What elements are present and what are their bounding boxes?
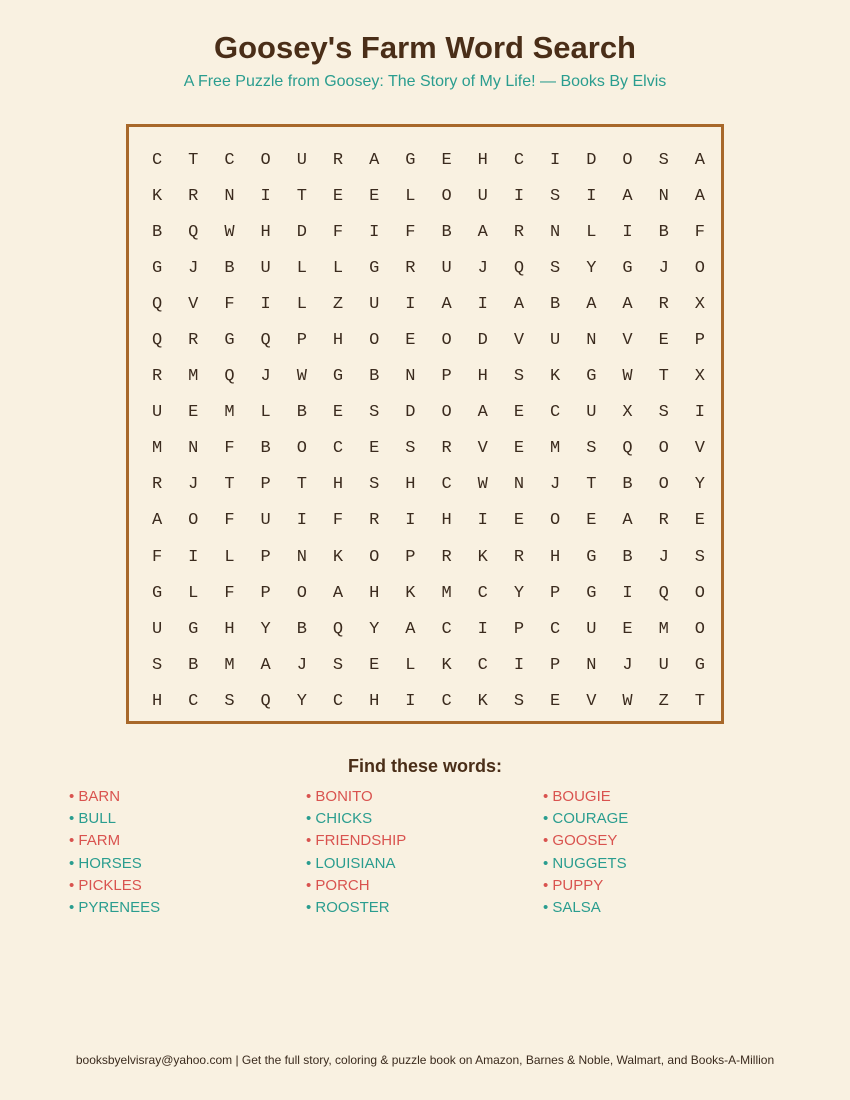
grid-letter: L — [332, 258, 344, 278]
grid-letter: H — [477, 367, 488, 387]
grid-letter: Y — [513, 583, 525, 603]
word-list-item: • GOOSEY — [543, 832, 618, 850]
grid-letter: T — [586, 475, 597, 495]
grid-letter: W — [296, 367, 307, 387]
grid-letter: Z — [332, 294, 344, 314]
grid-letter: I — [296, 511, 307, 531]
grid-letter: C — [441, 619, 452, 639]
word-search-grid — [139, 142, 718, 720]
grid-letter: J — [658, 547, 669, 567]
grid-letter: E — [513, 439, 525, 459]
grid-letter: H — [477, 150, 488, 170]
word-list-item: • BARN — [69, 788, 121, 805]
grid-letter: A — [477, 403, 488, 423]
grid-letter: S — [332, 655, 344, 675]
grid-letter: P — [441, 367, 452, 387]
grid-letter: H — [151, 691, 163, 711]
grid-letter: U — [296, 150, 307, 170]
grid-letter: L — [260, 403, 271, 423]
word-list-item: • FARM — [69, 832, 121, 850]
grid-letter: Q — [224, 367, 235, 387]
grid-letter: A — [405, 619, 416, 639]
grid-letter: H — [369, 583, 380, 603]
grid-letter: L — [188, 583, 199, 603]
grid-letter: R — [369, 511, 380, 531]
grid-letter: G — [151, 583, 163, 603]
grid-letter: J — [188, 475, 199, 495]
grid-letter: V — [586, 691, 597, 711]
grid-letter: K — [405, 583, 416, 603]
grid-letter: A — [441, 294, 452, 314]
grid-letter: V — [694, 439, 705, 459]
grid-letter: X — [694, 294, 705, 314]
grid-letter: I — [188, 547, 199, 567]
grid-letter: C — [332, 691, 344, 711]
grid-letter: A — [622, 511, 633, 531]
grid-letter: Q — [188, 222, 199, 242]
grid-letter: J — [550, 475, 561, 495]
grid-letter: P — [513, 619, 525, 639]
grid-letter: F — [224, 511, 235, 531]
grid-letter: E — [369, 439, 380, 459]
grid-letter: N — [550, 222, 561, 242]
grid-letter: P — [260, 547, 271, 567]
grid-letter: O — [188, 511, 199, 531]
grid-letter: B — [296, 619, 307, 639]
grid-letter: N — [586, 655, 597, 675]
grid-letter: T — [296, 475, 307, 495]
grid-letter: H — [224, 619, 235, 639]
grid-letter: G — [405, 150, 416, 170]
grid-letter: J — [296, 655, 307, 675]
grid-letter: K — [332, 547, 344, 567]
grid-letter: V — [477, 439, 488, 459]
grid-letter: K — [477, 547, 488, 567]
grid-letter: S — [224, 691, 235, 711]
grid-letter: G — [369, 258, 380, 278]
grid-letter: O — [441, 403, 452, 423]
grid-letter: O — [369, 331, 380, 351]
grid-letter: R — [332, 150, 344, 170]
grid-letter: Y — [296, 691, 307, 711]
grid-letter: L — [224, 547, 235, 567]
grid-letter: G — [188, 619, 199, 639]
grid-letter: L — [405, 655, 416, 675]
grid-letter: L — [296, 294, 307, 314]
grid-letter: S — [513, 691, 525, 711]
grid-letter: I — [260, 186, 271, 206]
grid-letter: K — [477, 691, 488, 711]
grid-letter: P — [550, 655, 561, 675]
grid-letter: Q — [151, 294, 163, 314]
grid-letter: K — [151, 186, 163, 206]
grid-letter: Y — [260, 619, 271, 639]
grid-letter: O — [694, 583, 705, 603]
grid-letter: L — [586, 222, 597, 242]
grid-letter: G — [586, 583, 597, 603]
word-list-heading: Find these words: — [347, 756, 502, 776]
grid-letter: C — [550, 403, 561, 423]
grid-letter: E — [694, 511, 705, 531]
grid-letter: C — [477, 655, 488, 675]
grid-letter: R — [151, 475, 163, 495]
grid-letter: P — [405, 547, 416, 567]
grid-letter: B — [658, 222, 669, 242]
grid-letter: P — [260, 475, 271, 495]
grid-letter: O — [694, 258, 705, 278]
grid-letter: U — [586, 403, 597, 423]
grid-letter: L — [296, 258, 307, 278]
grid-letter: Q — [622, 439, 633, 459]
grid-letter: R — [513, 222, 525, 242]
grid-letter: I — [477, 294, 488, 314]
grid-letter: B — [224, 258, 235, 278]
grid-letter: T — [296, 186, 307, 206]
word-list-item: • COURAGE — [543, 810, 629, 828]
grid-letter: H — [332, 331, 344, 351]
grid-letter: V — [513, 331, 525, 351]
grid-letter: C — [224, 150, 235, 170]
grid-letter: S — [550, 186, 561, 206]
grid-letter: N — [188, 439, 199, 459]
grid-letter: E — [550, 691, 561, 711]
grid-letter: B — [260, 439, 271, 459]
grid-letter: I — [513, 186, 525, 206]
grid-letter: A — [622, 294, 633, 314]
grid-letter: O — [441, 186, 452, 206]
word-list-item: • PICKLES — [69, 876, 142, 894]
grid-letter: Y — [694, 475, 705, 495]
grid-letter: G — [586, 367, 597, 387]
grid-letter: T — [658, 367, 669, 387]
grid-letter: I — [477, 619, 488, 639]
grid-letter: D — [586, 150, 597, 170]
grid-letter: F — [694, 222, 705, 242]
grid-letter: F — [224, 294, 235, 314]
grid-letter: I — [260, 294, 271, 314]
word-list-item: • BOUGIE — [543, 788, 611, 805]
grid-letter: C — [513, 150, 525, 170]
word-list-item: • PUPPY — [543, 876, 604, 894]
grid-letter: Q — [332, 619, 344, 639]
grid-letter: T — [694, 691, 705, 711]
grid-letter: S — [405, 439, 416, 459]
word-list-item: • HORSES — [69, 854, 142, 872]
grid-letter: H — [441, 511, 452, 531]
grid-letter: W — [622, 367, 633, 387]
grid-letter: W — [224, 222, 235, 242]
grid-letter: R — [188, 331, 199, 351]
grid-letter: F — [151, 547, 163, 567]
grid-letter: F — [332, 222, 344, 242]
grid-letter: Z — [658, 691, 669, 711]
grid-letter: U — [260, 258, 271, 278]
grid-letter: R — [151, 367, 163, 387]
grid-letter: A — [513, 294, 525, 314]
grid-letter: H — [369, 691, 380, 711]
word-list — [69, 787, 789, 920]
grid-letter: N — [586, 331, 597, 351]
grid-letter: S — [658, 403, 669, 423]
grid-letter: P — [550, 583, 561, 603]
grid-letter: W — [622, 691, 633, 711]
grid-letter: B — [369, 367, 380, 387]
grid-letter: J — [188, 258, 199, 278]
word-list-item: • CHICKS — [306, 810, 373, 828]
grid-letter: A — [151, 511, 163, 531]
grid-letter: D — [296, 222, 307, 242]
grid-letter: S — [694, 547, 705, 567]
grid-letter: I — [550, 150, 561, 170]
grid-letter: B — [188, 655, 199, 675]
grid-letter: U — [260, 511, 271, 531]
grid-letter: Q — [151, 331, 163, 351]
grid-letter: M — [224, 655, 235, 675]
grid-letter: X — [694, 367, 705, 387]
grid-letter: B — [296, 403, 307, 423]
grid-letter: W — [477, 475, 488, 495]
grid-letter: I — [694, 403, 705, 423]
grid-letter: R — [188, 186, 199, 206]
grid-letter: H — [550, 547, 561, 567]
grid-letter: H — [260, 222, 271, 242]
grid-letter: R — [405, 258, 416, 278]
grid-letter: U — [151, 403, 163, 423]
grid-letter: D — [477, 331, 488, 351]
grid-letter: U — [550, 331, 561, 351]
grid-letter: O — [441, 331, 452, 351]
grid-letter: S — [550, 258, 561, 278]
word-list-item: • ROOSTER — [306, 898, 390, 916]
grid-letter: F — [405, 222, 416, 242]
grid-letter: P — [260, 583, 271, 603]
grid-letter: I — [622, 222, 633, 242]
grid-letter: S — [586, 439, 597, 459]
grid-letter: M — [224, 403, 235, 423]
grid-letter: C — [188, 691, 199, 711]
grid-letter: M — [658, 619, 669, 639]
grid-letter: B — [622, 547, 633, 567]
grid-letter: E — [658, 331, 669, 351]
grid-letter: I — [405, 294, 416, 314]
grid-letter: R — [658, 511, 669, 531]
grid-letter: I — [586, 186, 597, 206]
grid-letter: K — [441, 655, 452, 675]
word-list-item: • BONITO — [306, 788, 373, 805]
grid-letter: R — [441, 547, 452, 567]
word-list-item: • PORCH — [306, 876, 370, 894]
grid-letter: A — [369, 150, 380, 170]
grid-letter: H — [405, 475, 416, 495]
grid-letter: I — [405, 691, 416, 711]
word-list-item: • SALSA — [543, 898, 601, 916]
grid-letter: T — [188, 150, 199, 170]
grid-letter: U — [151, 619, 163, 639]
grid-letter: V — [622, 331, 633, 351]
grid-letter: O — [369, 547, 380, 567]
grid-letter: H — [332, 475, 344, 495]
grid-letter: C — [151, 150, 163, 170]
grid-letter: G — [622, 258, 633, 278]
grid-letter: D — [405, 403, 416, 423]
grid-letter: R — [513, 547, 525, 567]
grid-letter: O — [694, 619, 705, 639]
grid-letter: M — [151, 439, 163, 459]
grid-letter: Y — [586, 258, 597, 278]
grid-letter: A — [260, 655, 271, 675]
grid-letter: G — [694, 655, 705, 675]
grid-letter: T — [224, 475, 235, 495]
grid-letter: G — [332, 367, 344, 387]
grid-letter: I — [405, 511, 416, 531]
word-list-item: • LOUISIANA — [306, 854, 396, 872]
grid-letter: N — [513, 475, 525, 495]
grid-letter: I — [622, 583, 633, 603]
grid-letter: R — [441, 439, 452, 459]
grid-letter: C — [441, 475, 452, 495]
grid-letter: K — [550, 367, 561, 387]
grid-letter: F — [224, 583, 235, 603]
grid-letter: A — [477, 222, 488, 242]
grid-letter: Q — [260, 331, 271, 351]
grid-letter: G — [151, 258, 163, 278]
page-title: Goosey's Farm Word Search — [214, 30, 636, 65]
grid-letter: O — [296, 439, 307, 459]
grid-letter: M — [550, 439, 561, 459]
grid-letter: E — [332, 186, 344, 206]
grid-letter: Q — [658, 583, 669, 603]
grid-letter: A — [694, 150, 705, 170]
grid-letter: C — [441, 691, 452, 711]
word-search-frame — [126, 124, 724, 724]
grid-letter: U — [369, 294, 380, 314]
word-list-item: • BULL — [69, 810, 116, 828]
grid-letter: P — [694, 331, 705, 351]
grid-letter: J — [260, 367, 271, 387]
grid-letter: G — [586, 547, 597, 567]
grid-letter: G — [224, 331, 235, 351]
grid-letter: I — [477, 511, 488, 531]
grid-letter: N — [224, 186, 235, 206]
grid-letter: F — [224, 439, 235, 459]
grid-letter: E — [369, 655, 380, 675]
grid-letter: J — [658, 258, 669, 278]
grid-letter: Q — [513, 258, 525, 278]
grid-letter: Q — [260, 691, 271, 711]
grid-letter: C — [332, 439, 344, 459]
grid-letter: I — [513, 655, 525, 675]
grid-letter: S — [151, 655, 163, 675]
grid-letter: J — [622, 655, 633, 675]
grid-letter: O — [296, 583, 307, 603]
grid-letter: X — [622, 403, 633, 423]
grid-letter: L — [405, 186, 416, 206]
grid-letter: U — [586, 619, 597, 639]
grid-letter: E — [369, 186, 380, 206]
grid-letter: A — [622, 186, 633, 206]
grid-letter: A — [332, 583, 344, 603]
grid-letter: N — [296, 547, 307, 567]
grid-letter: I — [369, 222, 380, 242]
page-subtitle: A Free Puzzle from Goosey: The Story of My Life! — Books By Elvis — [183, 73, 667, 90]
grid-letter: B — [622, 475, 633, 495]
grid-letter: N — [658, 186, 669, 206]
grid-letter: E — [405, 331, 416, 351]
grid-letter: N — [405, 367, 416, 387]
grid-letter: C — [550, 619, 561, 639]
grid-letter: R — [658, 294, 669, 314]
word-list-item: • FRIENDSHIP — [306, 832, 407, 850]
grid-letter: J — [477, 258, 488, 278]
grid-letter: O — [658, 475, 669, 495]
grid-letter: V — [188, 294, 199, 314]
grid-letter: E — [332, 403, 344, 423]
grid-letter: U — [658, 655, 669, 675]
grid-letter: S — [658, 150, 669, 170]
grid-letter: E — [513, 511, 525, 531]
grid-letter: O — [622, 150, 633, 170]
word-list-item: • NUGGETS — [543, 854, 627, 872]
word-list-item: • PYRENEES — [69, 898, 161, 916]
grid-letter: Y — [369, 619, 380, 639]
grid-letter: O — [550, 511, 561, 531]
grid-letter: U — [441, 258, 452, 278]
grid-letter: S — [369, 475, 380, 495]
grid-letter: C — [477, 583, 488, 603]
grid-letter: M — [188, 367, 199, 387]
grid-letter: E — [441, 150, 452, 170]
grid-letter: B — [441, 222, 452, 242]
grid-letter: E — [513, 403, 525, 423]
grid-letter: O — [658, 439, 669, 459]
grid-letter: E — [586, 511, 597, 531]
grid-letter: A — [694, 186, 705, 206]
grid-letter: F — [332, 511, 344, 531]
grid-letter: B — [151, 222, 163, 242]
grid-letter: O — [260, 150, 271, 170]
grid-letter: B — [550, 294, 561, 314]
grid-letter: S — [369, 403, 380, 423]
grid-letter: E — [188, 403, 199, 423]
grid-letter: A — [586, 294, 597, 314]
grid-letter: M — [441, 583, 452, 603]
grid-letter: S — [513, 367, 525, 387]
grid-letter: E — [622, 619, 633, 639]
footer-text: booksbyelvisray@yahoo.com | Get the full story, coloring & puzzle book on Amazon, Barnes & Noble, Walmart, and Books-A-Million — [75, 1053, 775, 1067]
grid-letter: P — [296, 331, 307, 351]
grid-letter: U — [477, 186, 488, 206]
